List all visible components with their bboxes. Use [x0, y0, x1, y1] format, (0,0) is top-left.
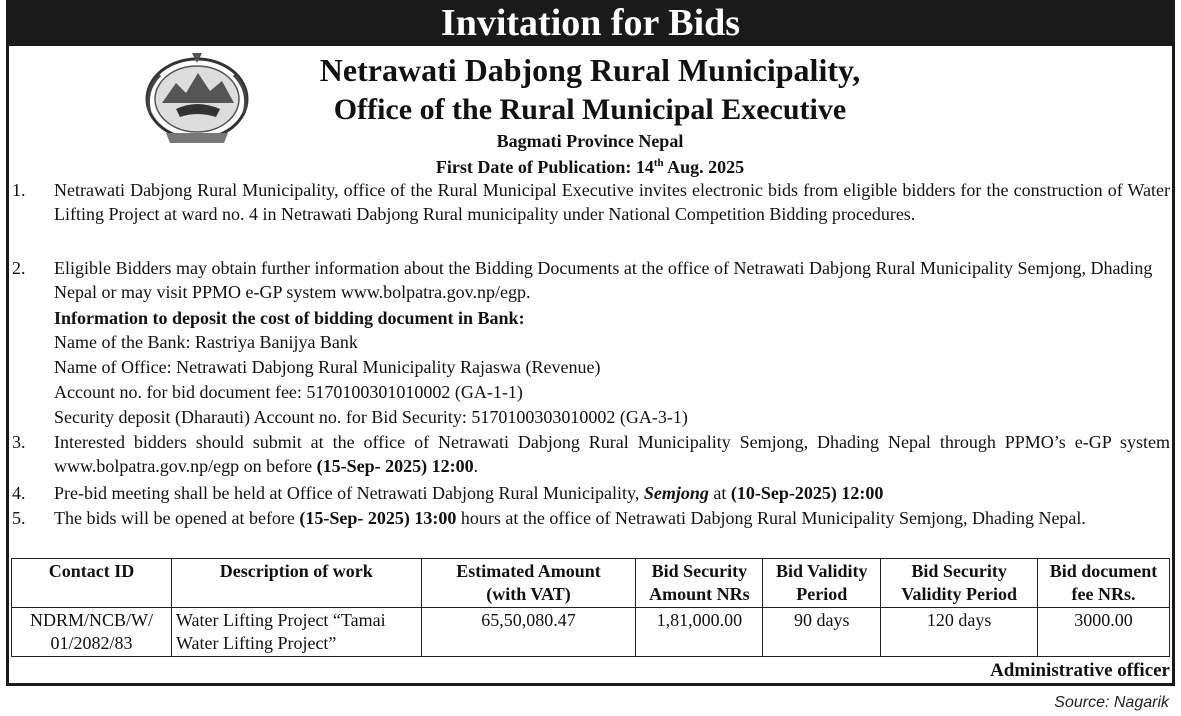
header-estimated-amount: Estimated Amount (with VAT): [421, 559, 636, 608]
item-text: Eligible Bidders may obtain further information about the Bidding Documents at the office of Netrawati Dabjong Rural Municipality Semjong, Dhading Nepal or may visit PPMO e-GP system www.bolpatra.gov.np/egp.: [54, 258, 1153, 302]
item-text: [54, 481, 1170, 505]
publication-date: [240, 152, 940, 178]
header-description: Description of work: [171, 559, 421, 608]
cell-bid-security: 1,81,000.00: [636, 608, 763, 657]
cell-estimated-amount: 65,50,080.47: [421, 608, 636, 657]
item-text: [54, 430, 1170, 478]
province: Bagmati Province Nepal: [496, 131, 684, 151]
bank-info-heading: Information to deposit the cost of bidding document in Bank:: [54, 308, 525, 328]
opening-datetime: (15-Sep- 2025) 13:00: [299, 508, 457, 528]
item-3-text: Interested bidders should submit at the office of Netrawati Dabjong Rural Municipality Semjong, Dhading Nepal through PPMO’s e-GP system www.bolpatra.gov.np/egp on before: [54, 432, 1170, 476]
source-credit: Source: Nagarik: [1054, 694, 1169, 711]
bid-table: [11, 558, 1170, 657]
item-text: Netrawati Dabjong Rural Municipality, office of the Rural Municipal Executive invites electronic bids from eligible bidders for the construction of Water Lifting Project at ward no. 4 in Netrawati Dabjong Rural municipality under National Competition Bidding procedures.: [54, 180, 1170, 224]
publication-date-prefix: First Date of Publication: 14: [435, 157, 654, 177]
security-account: Security deposit (Dharauti) Account no. for Bid Security: 5170100303010002 (GA-3-1): [54, 407, 688, 427]
item-5-text: The bids will be opened at before: [54, 508, 300, 528]
cell-security-validity: 120 days: [881, 608, 1038, 657]
cell-contact-id: NDRM/NCB/W/ 01/2082/83: [12, 608, 172, 657]
item-1: [12, 178, 1170, 226]
item-2: [12, 256, 1170, 304]
municipality-name: Netrawati Dabjong Rural Municipality,: [319, 52, 861, 88]
item-number: 3.: [12, 432, 26, 452]
table-header-row: [12, 559, 1170, 608]
header-document-fee: Bid document fee NRs.: [1038, 559, 1170, 608]
cell-description: Water Lifting Project “Tamai Water Lifting Project”: [171, 608, 421, 657]
table-row: [12, 608, 1170, 657]
cell-bid-validity: 90 days: [763, 608, 881, 657]
header-security-validity: Bid Security Validity Period: [881, 559, 1038, 608]
item-4: [12, 481, 1170, 505]
submission-deadline: (15-Sep- 2025) 12:00: [316, 456, 474, 476]
bank-office-name: Name of Office: Netrawati Dabjong Rural Municipality Rajaswa (Revenue): [54, 357, 601, 377]
prebid-place: Semjong: [643, 483, 709, 503]
publication-date-sup: th: [653, 157, 664, 169]
office-name: Office of the Rural Municipal Executive: [333, 93, 847, 126]
bid-fee-account: Account no. for bid document fee: 5170100301010002 (GA-1-1): [54, 382, 523, 402]
item-number: 4.: [12, 483, 26, 503]
item-3-end: .: [473, 456, 479, 476]
item-5-end: hours at the office of Netrawati Dabjong Rural Municipality Semjong, Dhading Nepal.: [456, 508, 1086, 528]
item-number: 1.: [12, 180, 26, 200]
prebid-datetime: (10-Sep-2025) 12:00: [730, 483, 884, 503]
banner-title: Invitation for Bids: [6, 0, 1175, 46]
signatory: Administrative officer: [990, 660, 1170, 681]
header-bid-security: Bid Security Amount NRs: [636, 559, 763, 608]
item-number: 5.: [12, 508, 26, 528]
cell-document-fee: 3000.00: [1038, 608, 1170, 657]
header-bid-validity: Bid Validity Period: [763, 559, 881, 608]
item-text: [54, 506, 1170, 530]
publication-date-suffix: Aug. 2025: [663, 157, 745, 177]
item-4-text: Pre-bid meeting shall be held at Office of Netrawati Dabjong Rural Municipality,: [54, 483, 644, 503]
item-4-mid: at: [708, 483, 731, 503]
header-contact-id: Contact ID: [12, 559, 172, 608]
item-number: 2.: [12, 258, 26, 278]
item-5: [12, 506, 1170, 530]
item-3: [12, 430, 1170, 478]
bank-name: Name of the Bank: Rastriya Banijya Bank: [54, 332, 358, 352]
